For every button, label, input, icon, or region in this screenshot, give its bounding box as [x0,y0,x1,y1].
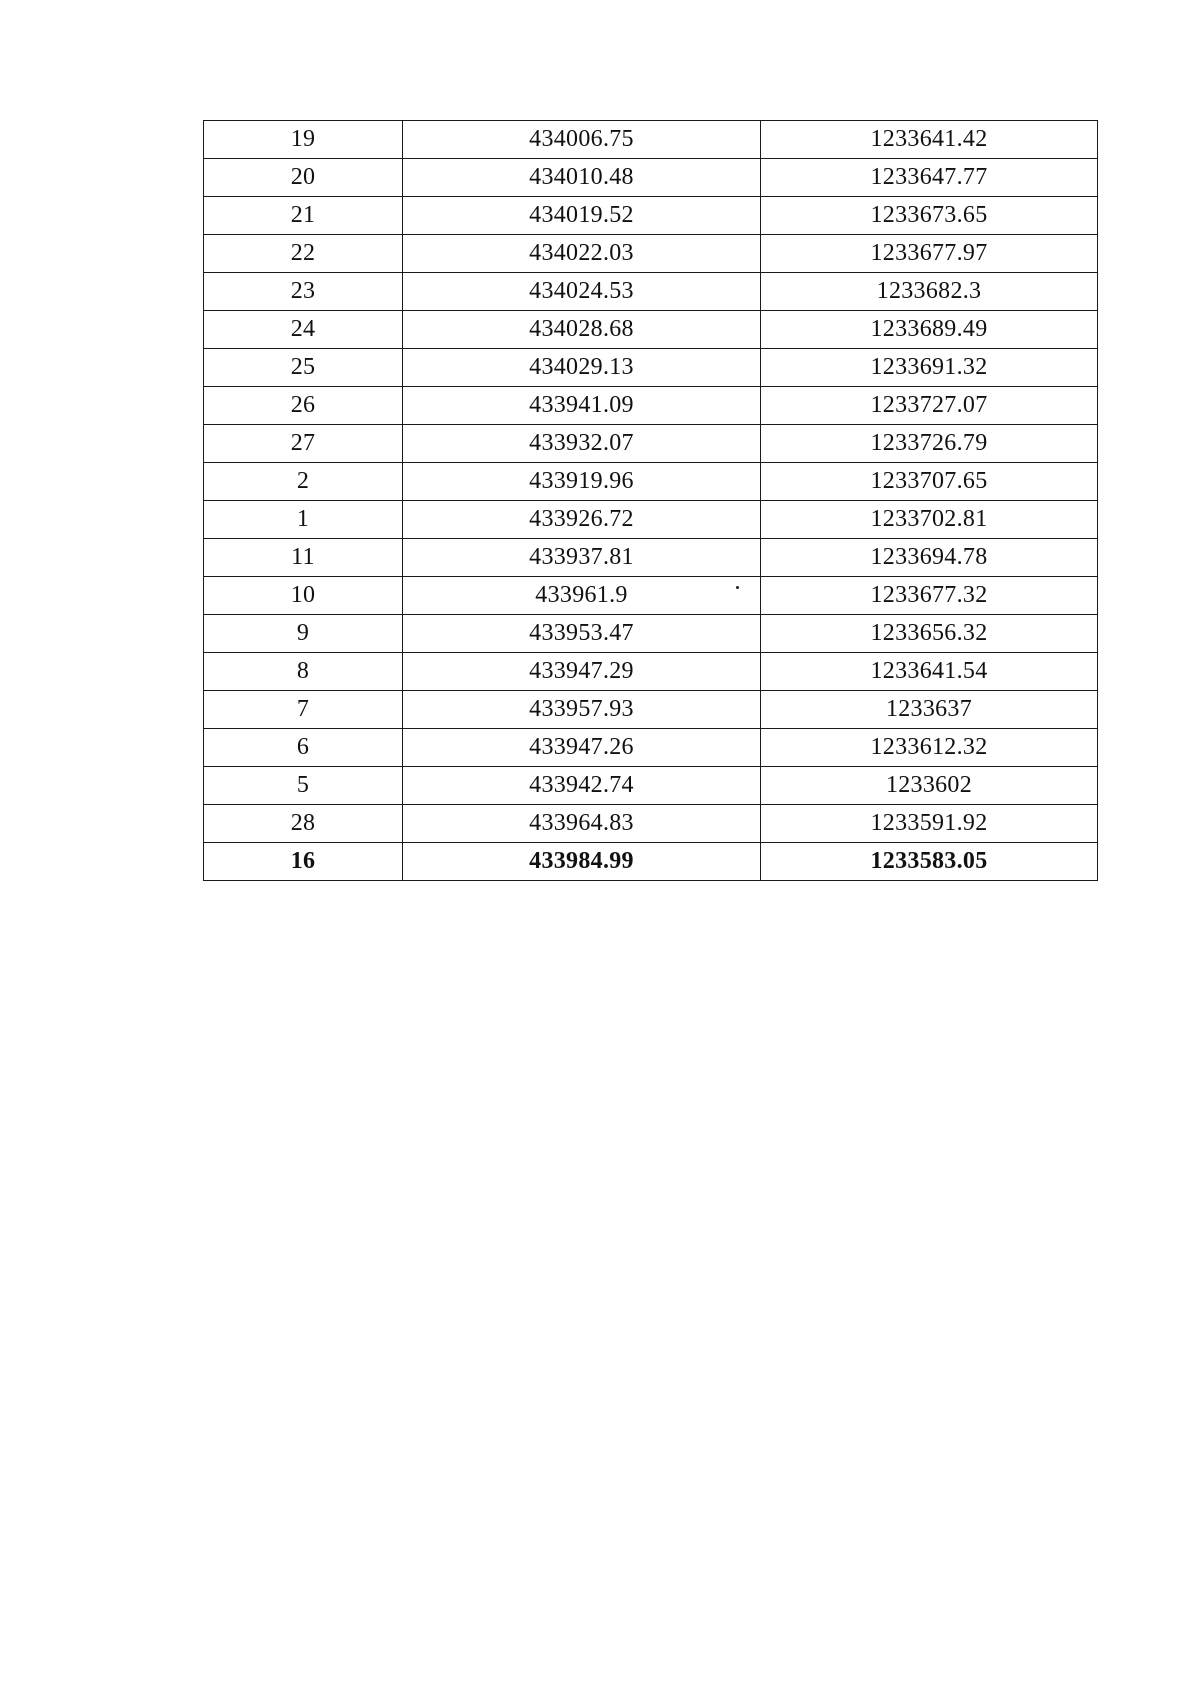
table-row [204,121,1098,159]
table-row [204,805,1098,843]
y-coordinate-cell: 1233702.81 [761,501,1098,539]
table-row [204,577,1098,615]
table-row [204,273,1098,311]
x-coordinate-cell: 434006.75 [403,121,761,159]
table-row [204,843,1098,881]
coordinate-table-body [204,121,1098,881]
x-coordinate-cell: 433926.72 [403,501,761,539]
point-id-cell: 23 [204,273,403,311]
point-id-cell: 20 [204,159,403,197]
point-id-cell: 6 [204,729,403,767]
x-coordinate-cell: 433919.96 [403,463,761,501]
y-coordinate-cell: 1233647.77 [761,159,1098,197]
table-row [204,159,1098,197]
table-row [204,311,1098,349]
y-coordinate-cell: 1233637 [761,691,1098,729]
y-coordinate-cell: 1233677.32 [761,577,1098,615]
y-coordinate-cell: 1233591.92 [761,805,1098,843]
y-coordinate-cell: 1233673.65 [761,197,1098,235]
table-row [204,729,1098,767]
point-id-cell: 28 [204,805,403,843]
x-coordinate-cell: 434022.03 [403,235,761,273]
x-coordinate-cell: 434024.53 [403,273,761,311]
x-coordinate-cell: 433964.83 [403,805,761,843]
x-coordinate-cell: 433932.07 [403,425,761,463]
coordinate-table [203,120,1098,881]
point-id-cell: 1 [204,501,403,539]
table-row [204,197,1098,235]
point-id-cell: 2 [204,463,403,501]
table-row [204,653,1098,691]
point-id-cell: 22 [204,235,403,273]
x-coordinate-cell: 434029.13 [403,349,761,387]
y-coordinate-cell: 1233689.49 [761,311,1098,349]
point-id-cell: 16 [204,843,403,881]
x-coordinate-cell: 433953.47 [403,615,761,653]
y-coordinate-cell: 1233602 [761,767,1098,805]
table-row [204,539,1098,577]
y-coordinate-cell: 1233641.42 [761,121,1098,159]
y-coordinate-cell: 1233707.65 [761,463,1098,501]
table-row [204,425,1098,463]
y-coordinate-cell: 1233694.78 [761,539,1098,577]
x-coordinate-cell: 433957.93 [403,691,761,729]
x-coordinate-cell: 434028.68 [403,311,761,349]
x-coordinate-cell: 433947.29 [403,653,761,691]
point-id-cell: 10 [204,577,403,615]
table-row [204,235,1098,273]
point-id-cell: 21 [204,197,403,235]
point-id-cell: 25 [204,349,403,387]
point-id-cell: 7 [204,691,403,729]
x-coordinate-cell: 434019.52 [403,197,761,235]
x-coordinate-cell: 433947.26 [403,729,761,767]
y-coordinate-cell: 1233656.32 [761,615,1098,653]
table-row [204,691,1098,729]
x-coordinate-cell: 433941.09 [403,387,761,425]
point-id-cell: 19 [204,121,403,159]
y-coordinate-cell: 1233691.32 [761,349,1098,387]
point-id-cell: 8 [204,653,403,691]
y-coordinate-cell: 1233727.07 [761,387,1098,425]
x-coordinate-cell: 433937.81 [403,539,761,577]
point-id-cell: 24 [204,311,403,349]
y-coordinate-cell: 1233641.54 [761,653,1098,691]
y-coordinate-cell: 1233612.32 [761,729,1098,767]
point-id-cell: 26 [204,387,403,425]
table-row [204,349,1098,387]
x-coordinate-cell: 433942.74 [403,767,761,805]
y-coordinate-cell: 1233682.3 [761,273,1098,311]
y-coordinate-cell: 1233677.97 [761,235,1098,273]
x-coordinate-cell: 433961.9 [403,577,761,615]
table-row [204,387,1098,425]
point-id-cell: 27 [204,425,403,463]
stray-mark [736,586,739,589]
table-row [204,767,1098,805]
point-id-cell: 9 [204,615,403,653]
point-id-cell: 11 [204,539,403,577]
table-row [204,501,1098,539]
y-coordinate-cell: 1233726.79 [761,425,1098,463]
table-row [204,615,1098,653]
x-coordinate-cell: 433984.99 [403,843,761,881]
table-row [204,463,1098,501]
point-id-cell: 5 [204,767,403,805]
y-coordinate-cell: 1233583.05 [761,843,1098,881]
x-coordinate-cell: 434010.48 [403,159,761,197]
